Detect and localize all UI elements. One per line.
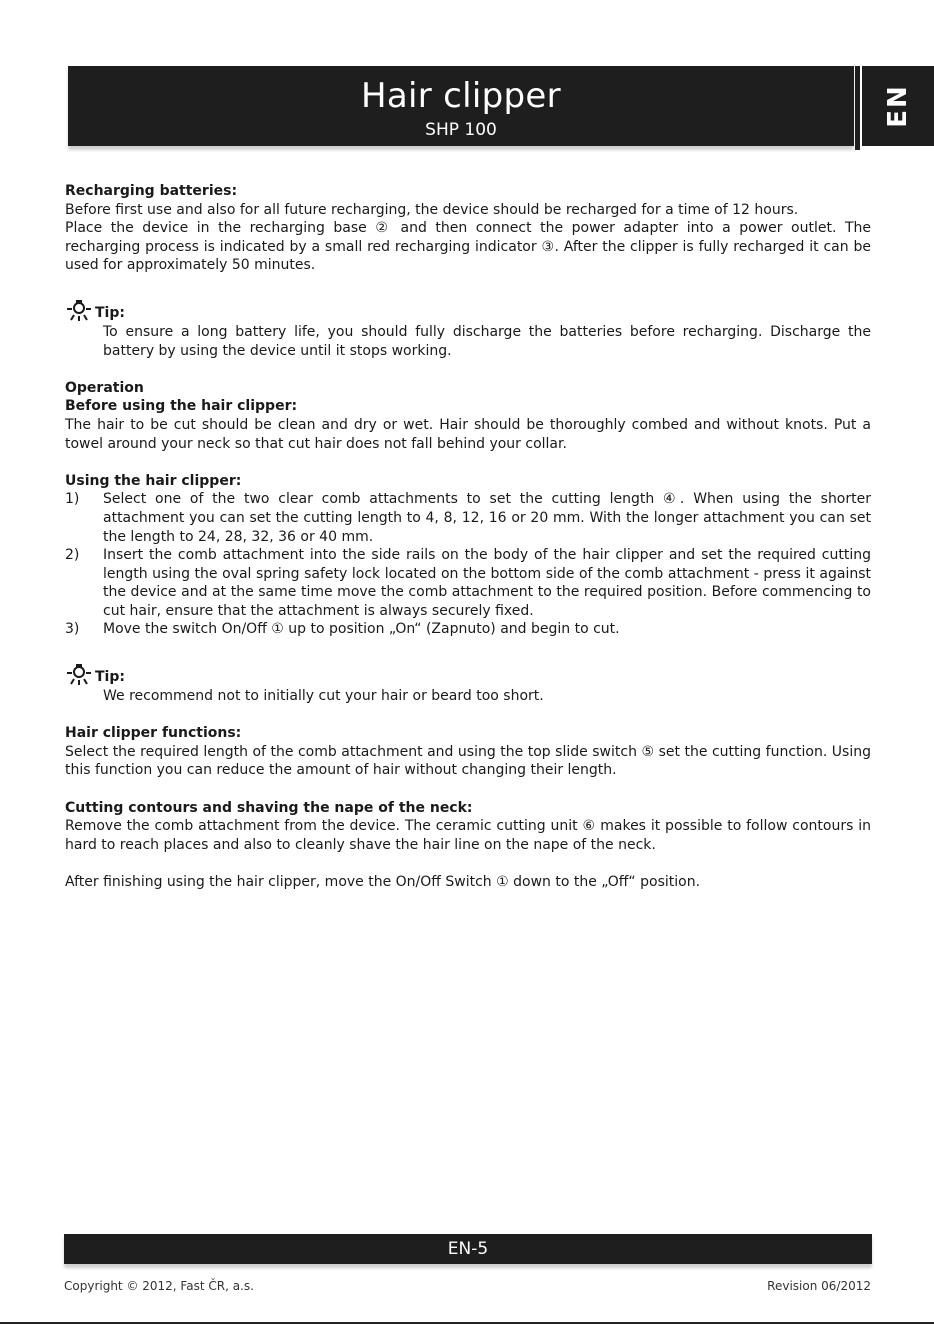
- page-number-bar: [64, 1234, 872, 1264]
- recharging-heading: Recharging batteries:: [65, 183, 238, 199]
- lightbulb-icon: [65, 299, 93, 323]
- using-heading: Using the hair clipper:: [65, 472, 242, 489]
- tip-1-heading: [65, 299, 871, 323]
- tip-2-label: Tip:: [95, 669, 125, 686]
- list-item-number: 2): [65, 547, 80, 564]
- list-item-text: Insert the comb attachment into the side rails on the body of the hair clipper and set the required cutting length using the oval spring safety lock located on the bottom side of the comb attachment - press it against the device and at the same time move the comb attachment to the required position. Before commencing to cut hair, ensure that the attachment is always securely fixed.: [103, 547, 871, 619]
- page-number: EN-5: [447, 1239, 489, 1259]
- header-bar: [68, 66, 854, 146]
- language-tab: [862, 66, 934, 146]
- list-item-text: Select one of the two clear comb attachments to set the cutting length ④. When using the shorter attachment you can set the cutting length to 4, 8, 12, 16 or 20 mm. With the longer attachment you can set the length to 24, 28, 32, 36 or 40 mm.: [103, 491, 871, 545]
- recharging-paragraph-2: Place the device in the recharging base ② and then connect the power adapter into a power outlet. The recharging process is indicated by a small red recharging indicator ③. After the clipper is fully recharged it can be used for approximately 50 minutes.: [65, 220, 871, 274]
- list-item: [65, 620, 871, 639]
- contours-heading: Cutting contours and shaving the nape of the neck:: [65, 799, 473, 816]
- before-using-text: The hair to be cut should be clean and dry or wet. Hair should be thoroughly combed and without knots. Put a towel around your neck so that cut hair does not fall behind your collar.: [65, 416, 871, 452]
- language-label: EN: [883, 84, 913, 128]
- document-title: Hair clipper: [361, 76, 561, 116]
- tip-1-text: To ensure a long battery life, you should fully discharge the batteries before recharging. Discharge the battery by using the device until it stops working.: [103, 323, 871, 359]
- list-item-number: 3): [65, 621, 80, 638]
- list-item: [65, 490, 871, 546]
- tip-2-heading: [65, 663, 871, 687]
- operation-heading: Operation: [65, 379, 144, 396]
- lightbulb-icon: [65, 663, 93, 687]
- tip-2-text: We recommend not to initially cut your hair or beard too short.: [103, 688, 544, 705]
- before-using-heading: Before using the hair clipper:: [65, 398, 298, 415]
- manual-content: [65, 182, 871, 892]
- recharging-paragraph-1: Before first use and also for all future recharging, the device should be recharged for a time of 12 hours.: [65, 201, 799, 218]
- model-number: SHP 100: [425, 120, 497, 140]
- functions-heading: Hair clipper functions:: [65, 725, 242, 742]
- copyright: Copyright © 2012, Fast ČR, a.s.: [64, 1279, 254, 1293]
- finish-text: After finishing using the hair clipper, move the On/Off Switch ① down to the „Off“ position.: [65, 874, 701, 890]
- revision: Revision 06/2012: [767, 1279, 871, 1293]
- list-item-number: 1): [65, 491, 80, 508]
- tip-1-label: Tip:: [95, 305, 125, 322]
- list-item-text: Move the switch On/Off ① up to position „On“ (Zapnuto) and begin to cut.: [103, 621, 620, 638]
- functions-text: Select the required length of the comb attachment and using the top slide switch ⑤ set the cutting function. Using this function you can reduce the amount of hair without changing their length.: [65, 743, 871, 779]
- contours-text: Remove the comb attachment from the device. The ceramic cutting unit ⑥ makes it possible to follow contours in hard to reach places and also to cleanly shave the hair line on the nape of the neck.: [65, 818, 871, 853]
- list-item: [65, 546, 871, 620]
